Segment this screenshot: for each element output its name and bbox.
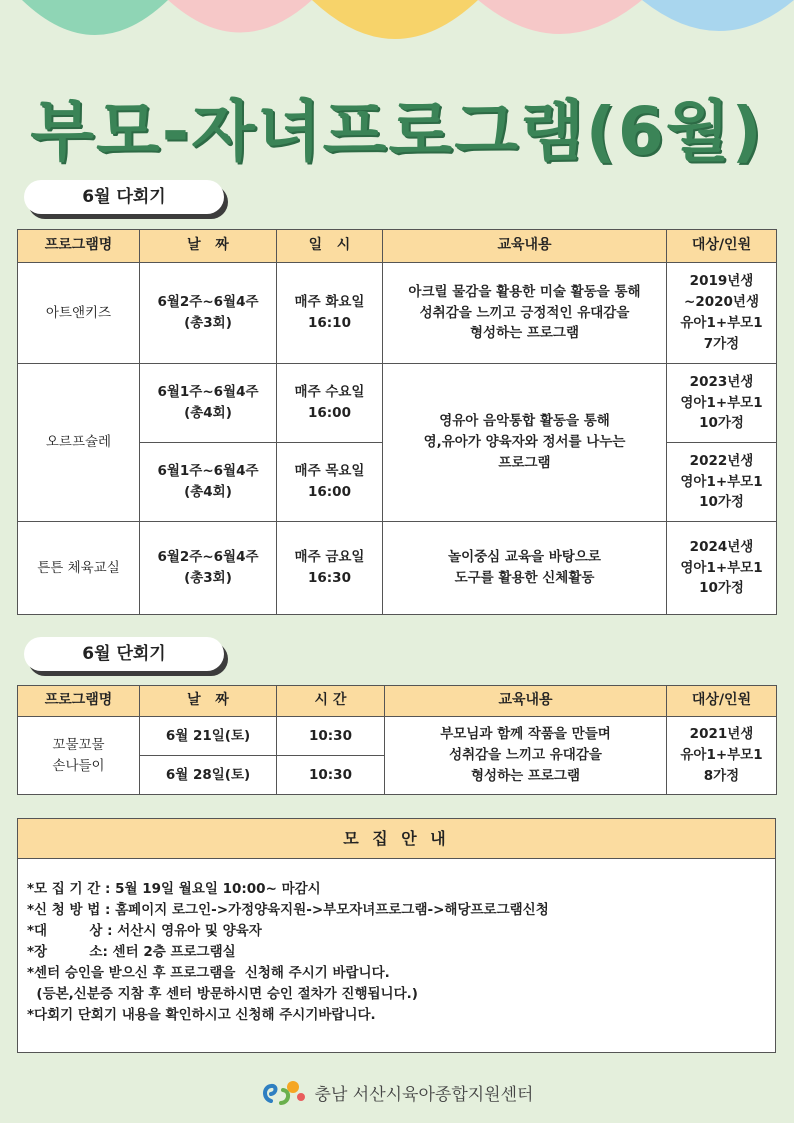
column-header: 교육내용 [383, 230, 667, 263]
notice-line: *모 집 기 간 : 5월 19일 월요일 10:00~ 마감시 [27, 881, 321, 897]
notice-line: *장 소: 센터 2층 프로그램실 [27, 944, 236, 960]
table-row [18, 364, 777, 443]
column-header: 일 시 [277, 230, 383, 263]
table-row [18, 717, 777, 756]
notice-line: *센터 승인을 받으신 후 프로그램을 신청해 주시기 바랍니다. [27, 965, 390, 981]
session-date: 6월 21일(토) [140, 717, 277, 756]
target-capacity: 2021년생 유아1+부모1 8가정 [667, 717, 777, 795]
center-logo-icon [261, 1077, 307, 1107]
session-time: 매주 금요일 16:30 [277, 522, 383, 615]
flag-1 [22, 0, 168, 35]
flag-5 [642, 0, 794, 31]
program-content: 아크릴 물감을 활용한 미술 활동을 통해 성취감을 느끼고 긍정적인 유대감을 형성하는 프로그램 [383, 263, 667, 364]
column-header: 날 짜 [140, 686, 277, 717]
program-name: 꼬물꼬물 손나들이 [18, 717, 140, 795]
column-header: 시 간 [277, 686, 385, 717]
page-title: 부모-자녀프로그램(6월) [30, 93, 764, 170]
footer [0, 1072, 794, 1112]
target-capacity: 2024년생 영아1+부모1 10가정 [667, 522, 777, 615]
recruitment-notice [17, 818, 776, 1053]
session-time: 10:30 [277, 717, 385, 756]
program-name: 튼튼 체육교실 [18, 522, 140, 615]
session-time: 매주 수요일 16:00 [277, 364, 383, 443]
org-name: 충남 서산시육아종합지원센터 [314, 1084, 534, 1105]
flag-3 [312, 0, 478, 39]
bunting-decoration [0, 0, 794, 72]
column-header: 프로그램명 [18, 686, 140, 717]
multi-session-table [17, 229, 777, 615]
column-header: 대상/인원 [667, 230, 777, 263]
notice-line: *대 상 : 서산시 영유아 및 양육자 [27, 923, 262, 939]
notice-line: *신 청 방 법 : 홈페이지 로그인->가정양육지원->부모자녀프로그램->해당프로그램신청 [27, 902, 549, 918]
program-name: 오르프슐레 [18, 364, 140, 522]
notice-line: (등본,신분증 지참 후 센터 방문하시면 승인 절차가 진행됩니다.) [27, 986, 418, 1002]
table-header-row [18, 230, 777, 263]
target-capacity: 2022년생 영아1+부모1 10가정 [667, 443, 777, 522]
session-date: 6월 28일(토) [140, 756, 277, 795]
table-row [18, 263, 777, 364]
target-capacity: 2023년생 영아1+부모1 10가정 [667, 364, 777, 443]
session-date: 6월2주~6월4주 (총3회) [140, 522, 277, 615]
column-header: 대상/인원 [667, 686, 777, 717]
single-session-label: 6월 단회기 [24, 637, 224, 671]
program-name: 아트앤키즈 [18, 263, 140, 364]
flag-2 [168, 0, 312, 33]
table-header-row [18, 686, 777, 717]
notice-title: 모 집 안 내 [18, 819, 775, 859]
session-time: 매주 목요일 16:00 [277, 443, 383, 522]
session-time: 매주 화요일 16:10 [277, 263, 383, 364]
flag-4 [478, 0, 642, 34]
multi-session-label: 6월 다회기 [24, 180, 224, 214]
column-header: 프로그램명 [18, 230, 140, 263]
column-header: 날 짜 [140, 230, 277, 263]
target-capacity: 2019년생 ~2020년생 유아1+부모1 7가정 [667, 263, 777, 364]
session-date: 6월1주~6월4주 (총4회) [140, 443, 277, 522]
table-row [18, 522, 777, 615]
session-time: 10:30 [277, 756, 385, 795]
program-content: 부모님과 함께 작품을 만들며 성취감을 느끼고 유대감을 형성하는 프로그램 [385, 717, 667, 795]
column-header: 교육내용 [385, 686, 667, 717]
program-content: 놀이중심 교육을 바탕으로 도구를 활용한 신체활동 [383, 522, 667, 615]
session-date: 6월2주~6월4주 (총3회) [140, 263, 277, 364]
notice-body [18, 859, 775, 1026]
session-date: 6월1주~6월4주 (총4회) [140, 364, 277, 443]
notice-line: *다회기 단회기 내용을 확인하시고 신청해 주시기바랍니다. [27, 1007, 376, 1023]
program-content: 영유아 음악통합 활동을 통해 영,유아가 양육자와 정서를 나누는 프로그램 [383, 364, 667, 522]
single-session-table [17, 685, 777, 795]
